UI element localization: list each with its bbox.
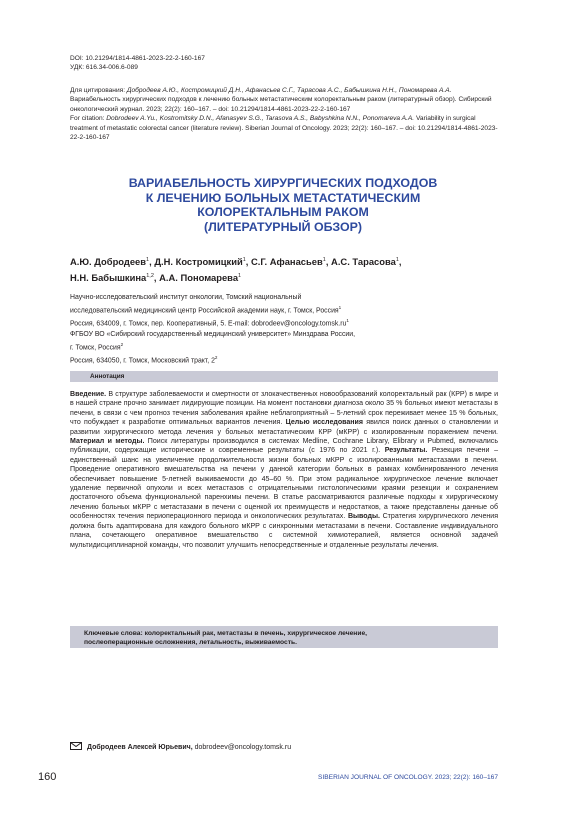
methods-text: Поиск литературы производился в системах Medline, Cochrane Library, Elibrary и Pubmed, включались публикации, содержащие исторические и современные результаты (с 1976 по 2021 г.). — [70, 438, 498, 455]
correspondence-email[interactable]: dobrodeev@oncology.tomsk.ru — [192, 744, 292, 751]
page-number: 160 — [38, 771, 57, 783]
correspondence-name: Добродеев Алексей Юрьевич, — [87, 744, 193, 751]
conclusions-text: Стратегия хирургического лечения должна быть адаптирована для каждого больного мКРР с синхронными метастазами в печени. Составление индивидуального плана, сочетающего оперативное вмешательство с системной химиотерапией, является основной задачей мультидисциплинарной команды, что позволит улучшить непосредственные и отдаленные результаты лечения. — [70, 513, 499, 549]
citation-en — [70, 114, 498, 142]
affiliation-text: Россия, 634009, г. Томск, пер. Кооперативный, 5. E-mail: dobrodeev@oncology.tomsk.ru — [70, 320, 347, 328]
citation-ru-authors: Добродеев А.Ю., Костромицкий Д.Н., Афанасьев С.Г., Тарасова А.С., Бабышкина Н.Н., Пономарева А.А. — [126, 87, 452, 94]
affiliation-mark: 2 — [214, 354, 218, 360]
affiliation-line — [70, 303, 498, 316]
author-name: А.С. Тарасова — [331, 256, 396, 268]
author-affiliation-mark: 1 — [322, 257, 326, 263]
article-title — [70, 176, 496, 234]
citation-ru-rest: Вариабельность хирургических подходов к лечению больных метастатическим колоректальным раком (литературный обзор). Сибирский онкологический журнал. 2023; 22(2): 160–167. – doi: 10.21294/1814-4861-2023-22-2-160-167 — [70, 96, 492, 113]
methods-label: Материал и методы. — [70, 438, 145, 446]
author-list — [70, 253, 498, 285]
citation-en-authors: Dobrodeev A.Yu., Kostromitsky D.N., Afanasyev S.G., Tarasova A.S., Babyshkina N.N., Ponomareva A.A. — [106, 115, 415, 123]
goal-label: Целью исследования — [285, 419, 364, 427]
title-line-4: (ЛИТЕРАТУРНЫЙ ОБЗОР) — [203, 219, 363, 234]
affiliation-text: исследовательский медицинский центр Российской академии наук, г. Томск, Россия — [70, 307, 339, 315]
affiliation-mark: 1 — [338, 305, 342, 310]
keywords-line: Ключевые слова: колоректальный рак, метастазы в печень, хирургическое лечение, — [84, 630, 368, 637]
citation-block — [70, 86, 498, 142]
affiliations — [70, 293, 498, 366]
abstract-paragraph — [70, 390, 498, 550]
affiliation-line — [70, 340, 498, 353]
author — [251, 256, 331, 267]
author — [331, 256, 401, 267]
author — [70, 272, 159, 283]
author-name: А.А. Пономарева — [159, 272, 239, 284]
journal-footer: SIBERIAN JOURNAL OF ONCOLOGY. 2023; 22(2): 160–167 — [318, 774, 498, 781]
affiliation-line: ФГБОУ ВО «Сибирский государственный медицинский университет» Минздрава России, — [70, 330, 356, 338]
affiliation-line — [70, 316, 498, 329]
doi-line: DOI: 10.21294/1814-4861-2023-22-2-160-167 — [70, 55, 205, 62]
udk-line: УДК: 616.34-006.6-089 — [70, 64, 138, 72]
results-label: Результаты. — [384, 447, 428, 455]
author-affiliation-mark: 1 — [242, 257, 246, 263]
abstract — [70, 390, 498, 550]
author-affiliation-mark: 1 — [238, 273, 242, 280]
goal-text: явился поиск данных о становлении и развитии хирургического метода лечения у больных метастатическим КРР (мКРР) с изолированным поражением печени. — [70, 419, 499, 436]
keywords-box — [70, 626, 498, 648]
author-separator: , — [325, 256, 332, 268]
envelope-icon — [70, 742, 82, 754]
author-affiliation-mark: 1,2 — [146, 273, 154, 280]
author-separator: , — [398, 256, 402, 268]
intro-label: Введение. — [70, 391, 107, 398]
correspondence — [70, 742, 291, 754]
intro-text: В структуре заболеваемости и смертности от злокачественных новообразований колоректальный рак (КРР) в мире и в нашей стране прочно занимает лидирующие позиции. На момент постановки диагноза около 35 % больных имеют метастазы в печени, в связи с чем прогноз течения заболевания крайне неблагоприятный – 5-летний срок переживает менее 15 % больных, что побуждает к разработке оптимальных вариантов лечения. — [70, 391, 498, 427]
affiliation-mark: 2 — [120, 341, 124, 347]
citation-en-prefix: For citation: — [70, 115, 107, 123]
citation-ru — [70, 86, 498, 114]
affiliation-mark: 1 — [346, 318, 349, 324]
affiliation-line — [70, 353, 498, 366]
conclusions-label: Выводы. — [347, 513, 380, 521]
affiliation-line: Научно-исследовательский институт онкологии, Томский национальный — [70, 294, 302, 301]
article-identifiers — [70, 54, 205, 73]
annotation-heading-bar — [70, 371, 498, 382]
title-line-2: К ЛЕЧЕНИЮ БОЛЬНЫХ МЕТАСТАТИЧЕСКИМ — [145, 190, 421, 205]
citation-en-rest: Variability in surgical treatment of metastatic colorectal cancer (literature review). Siberian Journal of Oncology. 2023; 22(2): 160–167. – doi: 10.21294/1814-4861-2023-22-2-160-167 — [70, 115, 498, 142]
keywords-line: послеоперационные осложнения, летальность, выживаемость. — [84, 639, 297, 647]
author-affiliation-mark: 1 — [395, 257, 399, 263]
citation-ru-prefix: Для цитирования: — [70, 87, 127, 94]
affiliation-text: г. Томск, Россия — [70, 343, 121, 351]
envelope-icon-svg — [70, 742, 82, 750]
author-separator: , — [153, 272, 160, 284]
author — [159, 272, 241, 283]
affiliation-text: Россия, 634050, г. Томск, Московский тракт, 2 — [70, 357, 215, 365]
author-separator: , — [245, 256, 252, 268]
author-affiliation-mark: 1 — [146, 257, 150, 263]
annotation-heading: Аннотация — [90, 373, 125, 380]
author-name: Н.Н. Бабышкина — [70, 272, 147, 284]
author — [154, 256, 251, 267]
title-line-1: ВАРИАБЕЛЬНОСТЬ ХИРУРГИЧЕСКИХ ПОДХОДОВ — [128, 176, 438, 190]
author-name: А.Ю. Добродеев — [70, 256, 147, 268]
author-name: Д.Н. Костромицкий — [154, 256, 243, 268]
results-text: Резекция печени – единственный шанс на увеличение продолжительности жизни больных мКРР с изолированными метастазами в печени. Проведение оперативного вмешательства на печени у данной категории больных в рамках комбинированного лечения обеспечивает повышение 5-летней выживаемости до 45–60 %. При этом радикальное хирургическое лечение включает удаление первичной опухоли и всех метастазов с отрицательными гистологическими краями резекции и сохранением достаточного объема функциональной паренхимы печени. В статье рассматриваются различные подходы к хирургическому лечению больных мКРР с метастазами в печени с оценкой их преимуществ и недостатков, а также представлены данные об особенностях течения периоперационного периода и онкологических результатах. — [70, 447, 498, 521]
author-name: С.Г. Афанасьев — [251, 256, 323, 268]
author — [70, 256, 154, 267]
title-line-3: КОЛОРЕКТАЛЬНЫМ РАКОМ — [197, 205, 369, 220]
keywords — [70, 626, 498, 647]
author-separator: , — [149, 256, 155, 268]
